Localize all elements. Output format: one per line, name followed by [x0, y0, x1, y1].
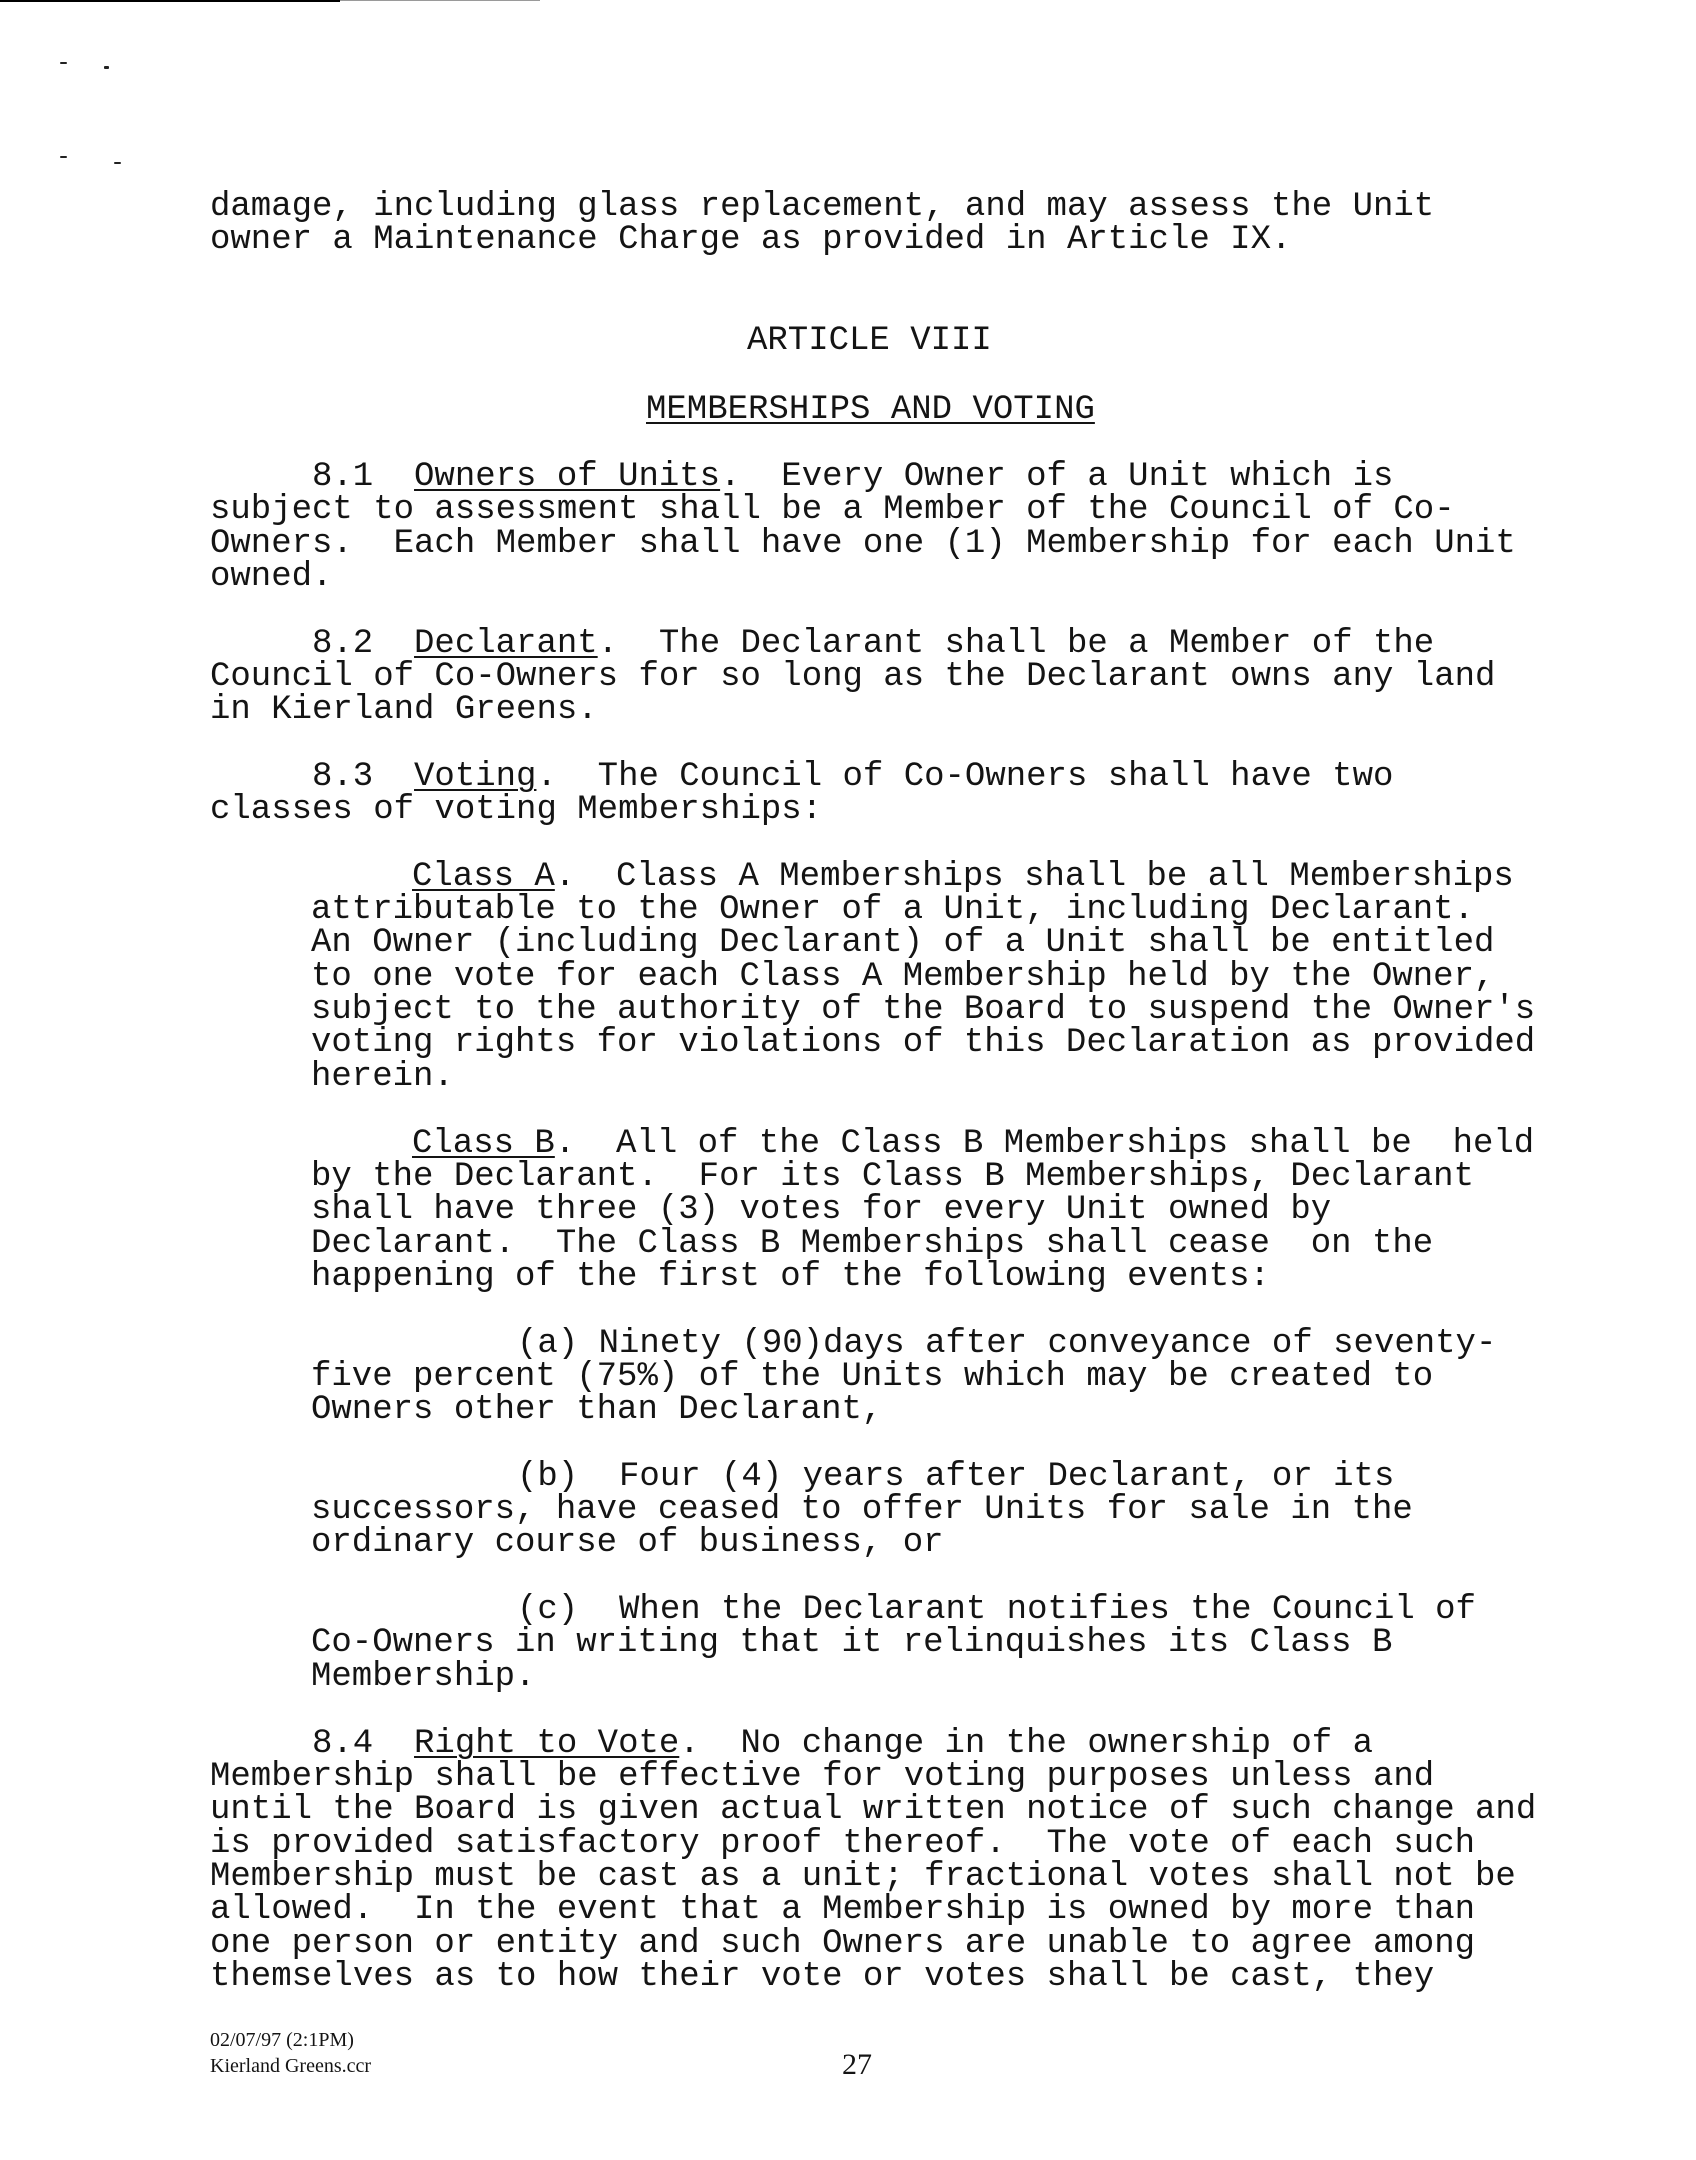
class-a-line: subject to the authority of the Board to suspend the Owner's	[311, 991, 1536, 1029]
class-a-line: voting rights for violations of this Declaration as provided	[311, 1024, 1536, 1062]
event-a-first-line: (a) Ninety (90)days after conveyance of seventy-	[517, 1325, 1497, 1363]
footer-filename: Kierland Greens.ccr	[210, 2055, 372, 2077]
class-a-first-line	[412, 858, 1514, 896]
event-c-line: Membership.	[311, 1658, 536, 1696]
class-b-title: Class B	[412, 1125, 555, 1163]
intro-line-1: damage, including glass replacement, and may assess the Unit	[210, 188, 1435, 226]
section-8-1-line: subject to assessment shall be a Member of the Council of Co-	[210, 491, 1455, 529]
class-b-line: shall have three (3) votes for every Unit owned by	[311, 1191, 1332, 1229]
scan-speck	[60, 156, 67, 158]
section-text: . The Declarant shall be a Member of the	[597, 625, 1435, 663]
scan-speck	[60, 62, 67, 64]
event-c-first-line: (c) When the Declarant notifies the Council of	[517, 1591, 1476, 1629]
section-8-4-line: one person or entity and such Owners are unable to agree among	[210, 1925, 1476, 1963]
section-text: . The Council of Co-Owners shall have two	[536, 758, 1394, 796]
section-number: 8.1	[312, 458, 374, 496]
article-title: MEMBERSHIPS AND VOTING	[646, 391, 1095, 429]
section-text: . Every Owner of a Unit which is	[720, 458, 1394, 496]
section-number: 8.4	[312, 1725, 374, 1763]
section-8-2-line: Council of Co-Owners for so long as the Declarant owns any land	[210, 658, 1496, 696]
intro-line-2: owner a Maintenance Charge as provided in Article IX.	[210, 221, 1292, 259]
class-b-line: Declarant. The Class B Memberships shall cease on the	[311, 1225, 1434, 1263]
section-title: Right to Vote	[414, 1725, 680, 1763]
section-title: Declarant	[414, 625, 598, 663]
section-text: . No change in the ownership of a	[679, 1725, 1373, 1763]
footer-meta	[210, 2027, 371, 2079]
section-8-1-line: Owners. Each Member shall have one (1) Membership for each Unit	[210, 525, 1516, 563]
section-title: Owners of Units	[414, 458, 721, 496]
class-b-first-line	[412, 1125, 1535, 1163]
article-heading: ARTICLE VIII	[747, 322, 992, 360]
section-title: Voting	[414, 758, 537, 796]
class-a-text: . Class A Memberships shall be all Memberships	[554, 858, 1514, 896]
section-number: 8.3	[312, 758, 374, 796]
event-a-line: Owners other than Declarant,	[311, 1391, 883, 1429]
event-b-line: ordinary course of business, or	[311, 1524, 944, 1562]
scan-edge-rule-faint	[340, 0, 540, 1]
class-b-text: . All of the Class B Memberships shall be held	[554, 1125, 1535, 1163]
page-number: 27	[842, 2048, 872, 2081]
section-8-4-line: themselves as to how their vote or votes shall be cast, they	[210, 1958, 1435, 1996]
class-a-line: herein.	[311, 1058, 454, 1096]
section-8-4-line: is provided satisfactory proof thereof. The vote of each such	[210, 1825, 1476, 1863]
scan-edge-rule	[0, 0, 340, 2]
scan-speck	[104, 66, 109, 69]
section-8-4-line: until the Board is given actual written notice of such change and	[210, 1791, 1537, 1829]
section-8-4-line: Membership shall be effective for voting purposes unless and	[210, 1758, 1435, 1796]
section-8-3-first-line	[312, 758, 1394, 796]
section-number: 8.2	[312, 625, 374, 663]
section-8-1-first-line	[312, 458, 1394, 496]
section-8-4-line: allowed. In the event that a Membership is owned by more than	[210, 1891, 1476, 1929]
section-8-2-first-line	[312, 625, 1435, 663]
event-b-line: successors, have ceased to offer Units for sale in the	[311, 1491, 1413, 1529]
section-8-3-line: classes of voting Memberships:	[210, 791, 823, 829]
section-8-1-line: owned.	[210, 558, 333, 596]
event-b-first-line: (b) Four (4) years after Declarant, or its	[517, 1458, 1395, 1496]
event-a-line: five percent (75%) of the Units which may be created to	[311, 1358, 1434, 1396]
scan-speck	[114, 162, 121, 164]
section-8-4-line: Membership must be cast as a unit; fractional votes shall not be	[210, 1858, 1516, 1896]
class-a-line: attributable to the Owner of a Unit, including Declarant.	[311, 891, 1474, 929]
class-a-title: Class A	[412, 858, 555, 896]
class-b-line: happening of the first of the following events:	[311, 1258, 1270, 1296]
event-c-line: Co-Owners in writing that it relinquishes its Class B	[311, 1624, 1393, 1662]
footer-date: 02/07/97 (2:1PM)	[210, 2029, 354, 2051]
class-a-line: to one vote for each Class A Membership held by the Owner,	[311, 958, 1495, 996]
section-8-2-line: in Kierland Greens.	[210, 691, 598, 729]
section-8-4-first-line	[312, 1725, 1373, 1763]
class-a-line: An Owner (including Declarant) of a Unit shall be entitled	[311, 924, 1495, 962]
class-b-line: by the Declarant. For its Class B Memberships, Declarant	[311, 1158, 1474, 1196]
